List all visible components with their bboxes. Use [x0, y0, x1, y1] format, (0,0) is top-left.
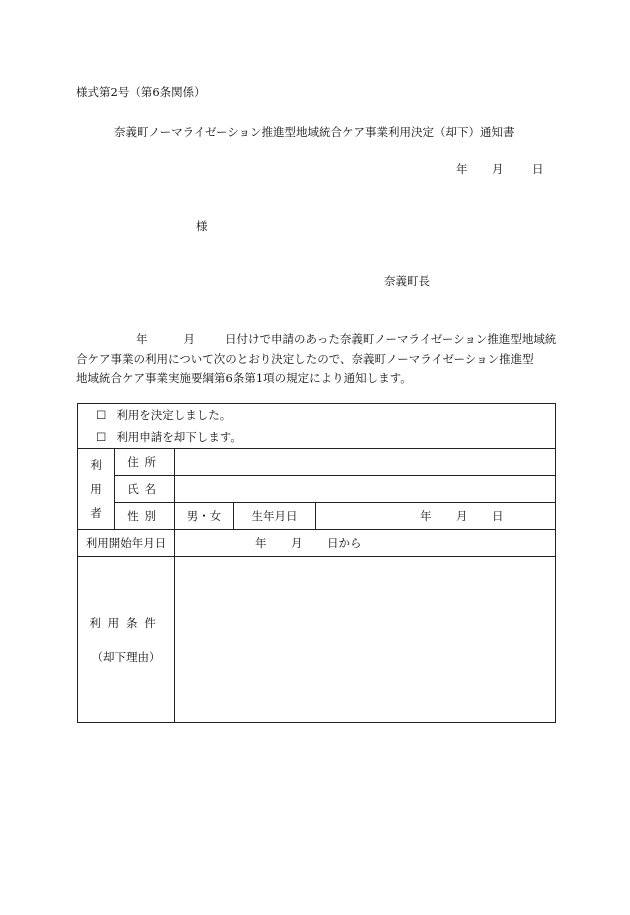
- addressee-honorific: 様: [196, 219, 208, 233]
- form-number: 様式第2号（第6条関係）: [76, 85, 206, 99]
- reject-label: 利用申請を却下します。: [116, 430, 242, 444]
- body-month: 月: [183, 332, 195, 346]
- option-approve[interactable]: [78, 404, 555, 426]
- approve-checkbox[interactable]: ☐: [96, 408, 107, 422]
- approve-label: 利用を決定しました。: [116, 408, 232, 422]
- issue-date-year: 年: [456, 162, 468, 176]
- body-line-2: 合ケア事業の利用について次のとおり決定したので、奈義町ノーマライゼーション推進型: [76, 351, 534, 366]
- birthdate-label: 生年月日: [234, 503, 316, 530]
- gender-field[interactable]: 男・女: [175, 503, 234, 530]
- document-title: 奈義町ノーマライゼーション推進型地域統合ケア事業利用決定（却下）通知書: [114, 125, 515, 139]
- conditions-label-cell: [78, 557, 175, 723]
- user-section-label: 利 用 者: [78, 449, 115, 530]
- address-field[interactable]: [175, 449, 556, 476]
- issue-date-month: 月: [492, 162, 504, 176]
- birthdate-field[interactable]: 年 月 日: [316, 503, 556, 530]
- name-label: 氏名: [115, 476, 175, 503]
- conditions-label: 利用条件: [89, 615, 163, 630]
- rejection-reason-label: （却下理由）: [91, 649, 161, 664]
- body-line-1: [76, 330, 556, 350]
- gender-label: 性別: [115, 503, 175, 530]
- decision-table: [77, 403, 556, 723]
- start-date-field[interactable]: 年 月 日から: [175, 530, 556, 557]
- address-label: 住所: [115, 449, 175, 476]
- body-line-3: 地域統合ケア事業実施要綱第6条第1項の規定により通知します。: [76, 371, 412, 385]
- issue-date-day: 日: [532, 162, 544, 176]
- decision-options: [78, 404, 556, 449]
- issuer-name: 奈義町長: [384, 274, 430, 288]
- reject-checkbox[interactable]: ☐: [96, 430, 107, 444]
- body-year: 年: [136, 332, 148, 346]
- option-reject[interactable]: [78, 426, 555, 448]
- body-paragraph: [76, 330, 556, 389]
- conditions-field[interactable]: [175, 557, 556, 723]
- name-field[interactable]: [175, 476, 556, 503]
- start-date-label: 利用開始年月日: [78, 530, 175, 557]
- body-line-1-text: 日付けで申請のあった奈義町ノーマライゼーション推進型地域統: [225, 332, 557, 346]
- issue-date: [456, 161, 544, 177]
